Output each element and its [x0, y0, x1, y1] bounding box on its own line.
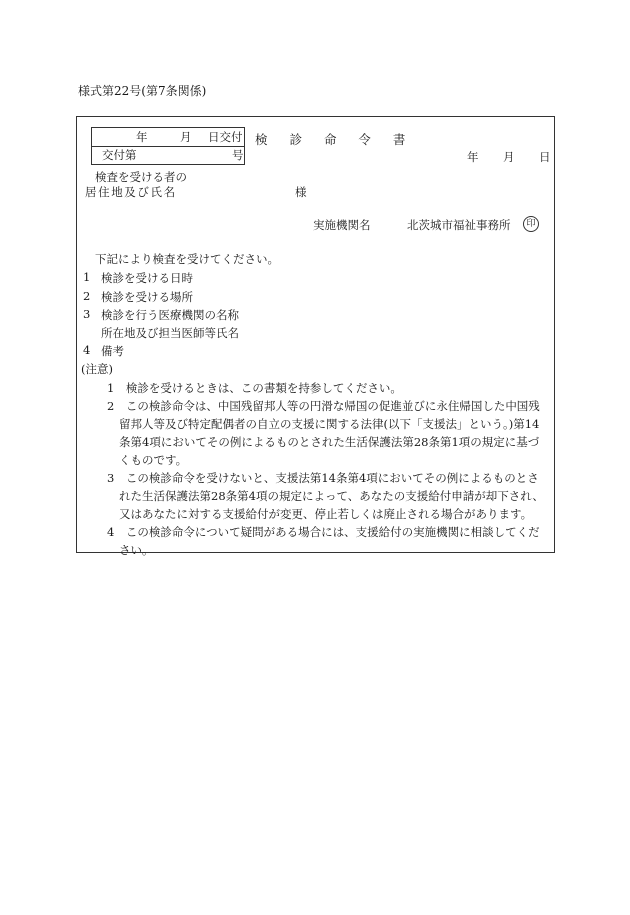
- item-text-3: 検診を行う医療機関の名称: [101, 308, 239, 322]
- agency-label: 実施機関名: [313, 218, 371, 232]
- item-text-1: 検診を受ける日時: [101, 271, 193, 285]
- item-text-4: 備考: [101, 344, 124, 358]
- item-text-3b: 所在地及び担当医師等氏名: [101, 326, 239, 340]
- seal-mark: 印: [523, 216, 539, 232]
- agency-seal: [523, 216, 539, 232]
- issue-date-row: [92, 128, 244, 147]
- note-3: 3 この検診命令を受けないと、支援法第14条第4項においてその例によるものとされた生活保護法第28条第4項の規定によって、あなたの支援給付申請が却下され、又はあなたに対する支援給付が変更、停止若しくは廃止される場合があります。: [107, 471, 544, 521]
- notes-heading: (注意): [81, 362, 113, 376]
- note-1: 1 検診を受けるときは、この書類を持参してください。: [107, 381, 402, 395]
- item-num-3: 3: [83, 307, 91, 321]
- date-year-label: 年: [467, 150, 479, 164]
- issue-box: [91, 127, 245, 165]
- document-title: 検 診 命 令 書: [255, 132, 415, 147]
- date-day-label: 日: [539, 150, 551, 164]
- agency-name: 北茨城市福祉事務所: [407, 218, 511, 232]
- item-num-1: 1: [83, 270, 91, 284]
- issue-year-label: 年: [136, 130, 148, 144]
- document-frame: [76, 116, 555, 557]
- issue-number-suffix: 号: [232, 148, 244, 162]
- recipient-honorific: 様: [295, 185, 307, 199]
- date-month-label: 月: [503, 150, 515, 164]
- note-2: 2 この検診命令は、中国残留邦人等の円滑な帰国の促進並びに永住帰国した中国残留邦人等及び特定配偶者の自立の支援に関する法律(以下「支援法」という。)第14条第4項においてその例によるものとされた生活保護法第28条第1項の規定に基づくものです。: [107, 399, 540, 467]
- intro-text: 下記により検査を受けてください。: [95, 252, 279, 266]
- item-num-4: 4: [83, 343, 91, 357]
- issue-number-prefix: 交付第: [102, 148, 137, 162]
- recipient-line1: 検査を受ける者の: [95, 170, 187, 184]
- form-number: 様式第22号(第7条関係): [78, 84, 207, 98]
- issue-day-label: 日交付: [208, 130, 243, 144]
- issue-number-row: [92, 146, 244, 164]
- note-4: 4 この検診命令について疑問がある場合には、支援給付の実施機関に相談してください。: [107, 525, 540, 557]
- recipient-line2: 居住地及び氏名: [85, 185, 177, 199]
- item-text-2: 検診を受ける場所: [101, 290, 193, 304]
- issue-month-label: 月: [180, 130, 192, 144]
- item-num-2: 2: [83, 289, 91, 303]
